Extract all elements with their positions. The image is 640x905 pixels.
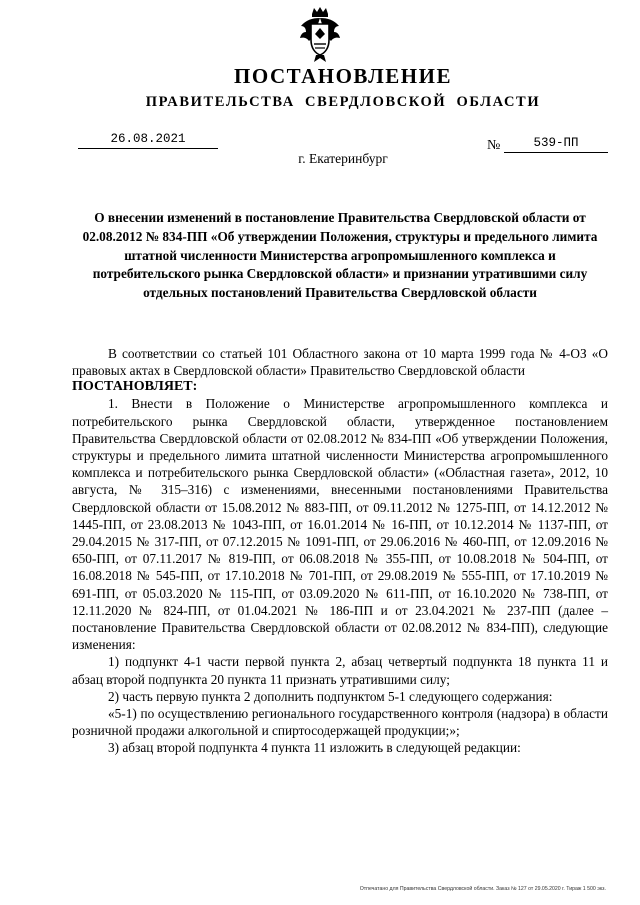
item-2: 2) часть первую пункта 2 дополнить подпунктом 5-1 следующего содержания: [108, 688, 553, 704]
print-footer: Отпечатано для Правительства Свердловской области. Заказ № 127 от 29.05.2020 г. Тираж 1 500 экз. [359, 886, 606, 892]
quoted-subitem: «5-1) по осуществлению регионального государственного контроля (надзора) в области розничной продажи алкогольной и спиртосодержащей продукции;»; [72, 706, 608, 739]
document-date: 26.08.2021 [78, 132, 218, 149]
intro-paragraph: В соответствии со статьей 101 Областного закона от 10 марта 1999 года № 4-ОЗ «О правовых актах в Свердловской области» Правительство Свердловской области [72, 346, 608, 379]
document-title: ПОСТАНОВЛЕНИЕ [234, 64, 452, 88]
document-issuer: ПРАВИТЕЛЬСТВА СВЕРДЛОВСКОЙ ОБЛАСТИ [145, 94, 541, 110]
resolve-heading: ПОСТАНОВЛЯЕТ: [72, 379, 198, 395]
document-heading: О внесении изменений в постановление Правительства Свердловской области от 02.08.2012 № 834-ПП «Об утверждении Положения, структуры и предельного лимита штатной численности Министерства агропромышленного комплекса и потребительского рынка Свердловской области» и признании утратившими силу отдельных постановлений Правительства Свердловской области [82, 210, 598, 301]
document-city: г. Екатеринбург [298, 151, 388, 166]
document-number: 539-ПП [504, 136, 608, 153]
item-1: 1) подпункт 4-1 части первой пункта 2, абзац четвертый подпункта 18 пункта 11 и абзац второй подпункта 20 пункта 11 признать утратившими силу; [72, 654, 608, 687]
number-label: № [487, 138, 501, 153]
paragraph-1: 1. Внести в Положение о Министерстве агропромышленного комплекса и потребительского рынка Свердловской области, утвержденное постановлением Правительства Свердловской области от 02.08.2012 № 834-ПП «Об утверждении Положения, структуры и предельного лимита штатной численности Министерства агропромышленного комплекса и потребительского рынка Свердловской области» («Областная газета», 2012, 10 августа, № 315–316) с изменениями, внесенными постановлениями Правительства Свердловской области от 15.08.2012 № 883-ПП, от 09.11.2012 № 1275-ПП, от 14.12.2012 № 1445-ПП, от 23.08.2013 № 1043-ПП, от 16.01.2014 № 16-ПП, от 10.12.2014 № 1137-ПП, от 29.04.2015 № 317-ПП, от 07.12.2015 № 1091-ПП, от 29.06.2016 № 460-ПП, от 12.09.2016 № 650-ПП, от 07.11.2017 № 819-ПП, от 06.08.2018 № 355-ПП, от 10.08.2018 № 504-ПП, от 16.08.2018 № 545-ПП, от 17.10.2018 № 701-ПП, от 29.08.2019 № 555-ПП, от 17.10.2019 № 691-ПП, от 05.03.2020 № 115-ПП, от 03.09.2020 № 611-ПП, от 16.10.2020 № 738-ПП, от 12.11.2020 № 824-ПП, от 01.04.2021 № 186-ПП и от 23.04.2021 № 237-ПП (далее – постановление Правительства Свердловской области от 02.08.2012 № 834-ПП), следующие изменения: [72, 396, 608, 653]
coat-of-arms-icon [298, 6, 342, 64]
item-3: 3) абзац второй подпункта 4 пункта 11 изложить в следующей редакции: [108, 740, 521, 756]
document-body [72, 345, 608, 757]
